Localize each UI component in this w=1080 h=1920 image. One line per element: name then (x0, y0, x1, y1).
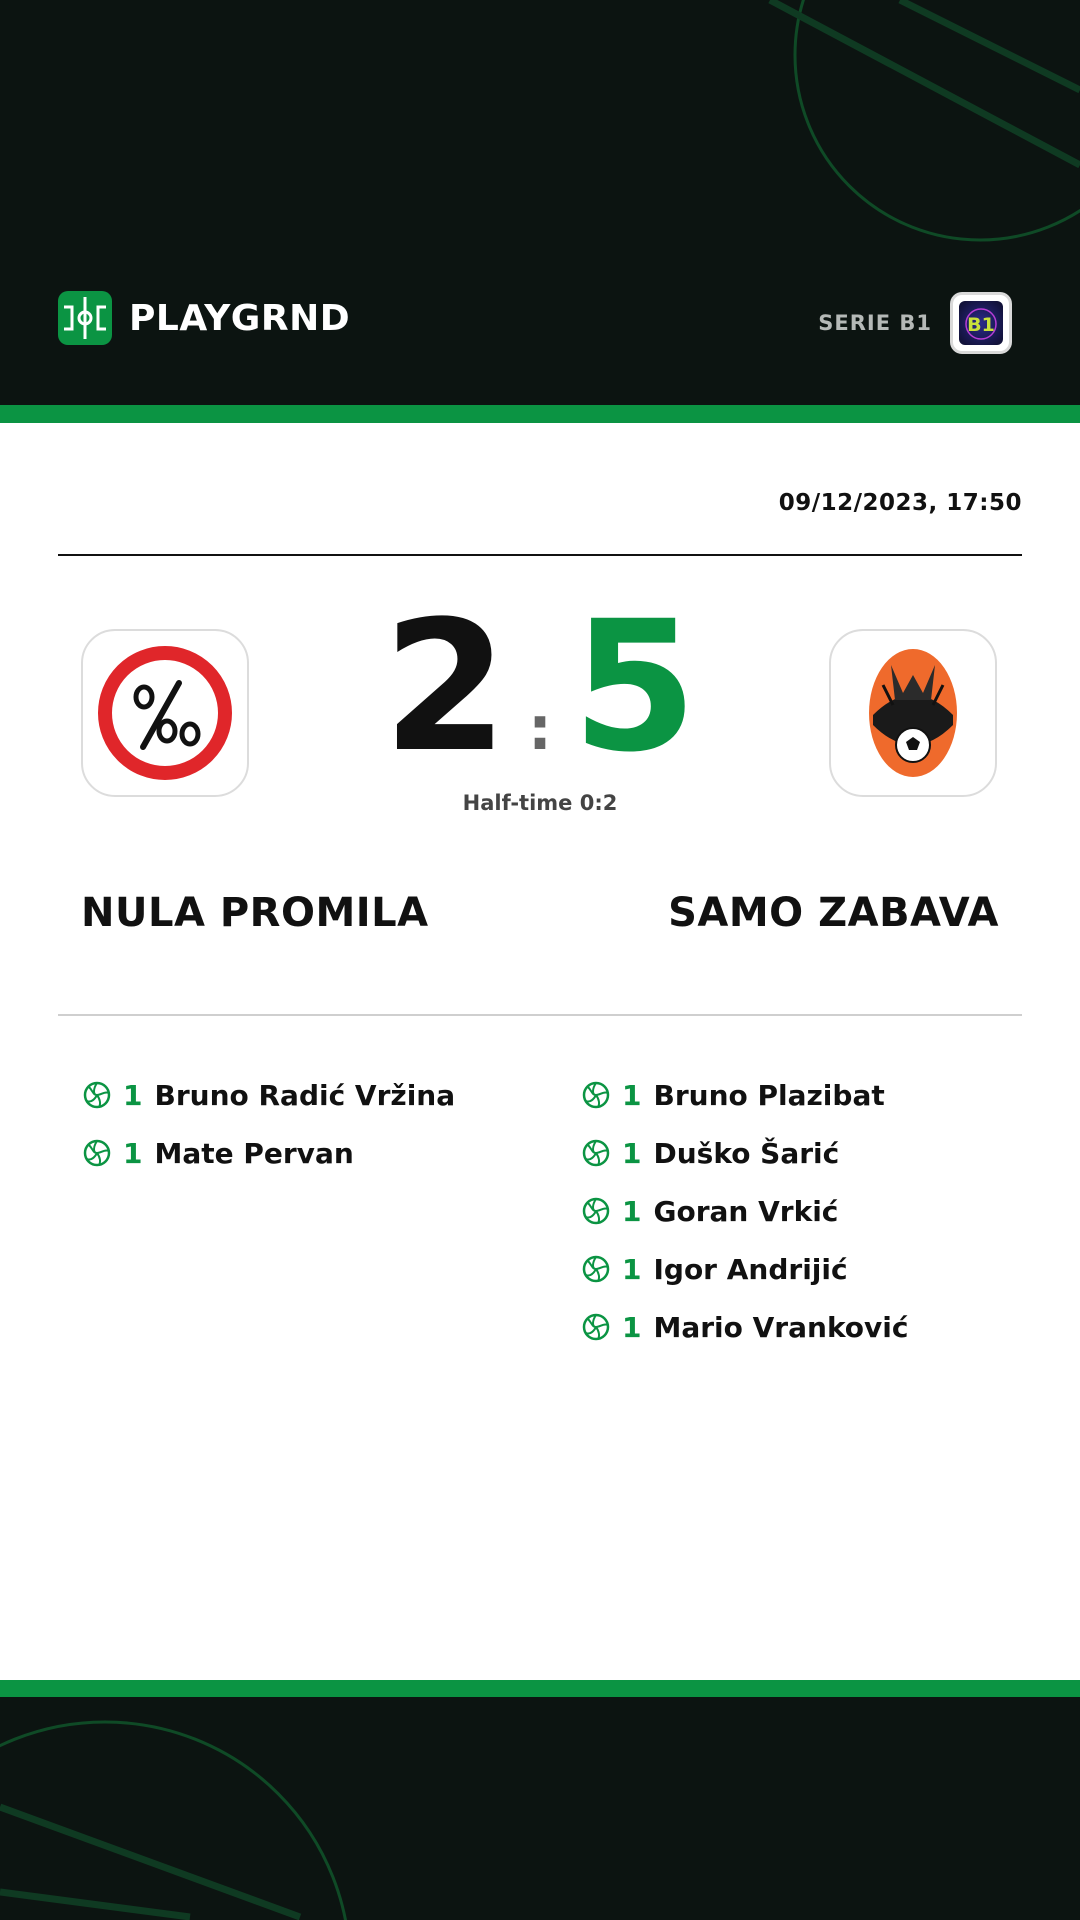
footer (0, 1697, 1080, 1920)
scoreboard (340, 583, 740, 792)
goal-count: 1 (622, 1310, 642, 1344)
league-name: SERIE B1 (818, 311, 932, 335)
divider (58, 1014, 1022, 1016)
home-team-name: NULA PROMILA (81, 890, 429, 936)
permille-sign-icon (97, 645, 233, 781)
scorer-name: Mate Pervan (154, 1136, 354, 1170)
scorer-row (83, 1066, 455, 1124)
away-score: 5 (572, 583, 698, 792)
away-scorers-list (582, 1066, 909, 1356)
home-score: 2 (382, 583, 508, 792)
football-icon (582, 1197, 610, 1225)
goal-count: 1 (622, 1078, 642, 1112)
brand[interactable] (58, 291, 350, 345)
goal-count: 1 (622, 1194, 642, 1228)
football-icon (582, 1139, 610, 1167)
goal-count: 1 (123, 1078, 143, 1112)
scorer-row (83, 1124, 455, 1182)
pitch-icon (58, 291, 112, 345)
scorer-row (582, 1124, 909, 1182)
scorer-name: Bruno Plazibat (653, 1078, 885, 1112)
svg-text:B1: B1 (967, 314, 995, 336)
home-team-logo[interactable] (81, 629, 249, 797)
home-scorers-list (83, 1066, 455, 1182)
score-separator: : (528, 694, 552, 764)
match-datetime: 09/12/2023, 17:50 (778, 490, 1022, 516)
football-icon (582, 1255, 610, 1283)
pitch-lines-decoration (0, 1697, 1080, 1920)
goal-count: 1 (123, 1136, 143, 1170)
scorer-row (582, 1240, 909, 1298)
footer-accent-band (0, 1680, 1080, 1698)
brand-name: PLAYGRND (129, 297, 351, 339)
header-accent-band (0, 405, 1080, 423)
halftime-score: Half-time 0:2 (462, 791, 618, 815)
football-icon (582, 1313, 610, 1341)
football-icon (83, 1139, 111, 1167)
header (0, 0, 1080, 405)
scorer-row (582, 1298, 909, 1356)
scorer-name: Bruno Radić Vržina (154, 1078, 456, 1112)
scorer-name: Duško Šarić (653, 1136, 840, 1170)
football-icon (582, 1081, 610, 1109)
scorer-row (582, 1066, 909, 1124)
league-badge (950, 292, 1012, 354)
away-team-name: SAMO ZABAVA (668, 890, 999, 936)
away-team-logo[interactable] (829, 629, 997, 797)
scorer-row (582, 1182, 909, 1240)
football-icon (83, 1081, 111, 1109)
league-info[interactable] (818, 292, 1012, 354)
scorer-name: Mario Vranković (653, 1310, 909, 1344)
goal-count: 1 (622, 1136, 642, 1170)
scorer-name: Igor Andrijić (653, 1252, 848, 1286)
club-crest-icon (863, 645, 963, 781)
goal-count: 1 (622, 1252, 642, 1286)
divider (58, 554, 1022, 556)
scorer-name: Goran Vrkić (653, 1194, 839, 1228)
